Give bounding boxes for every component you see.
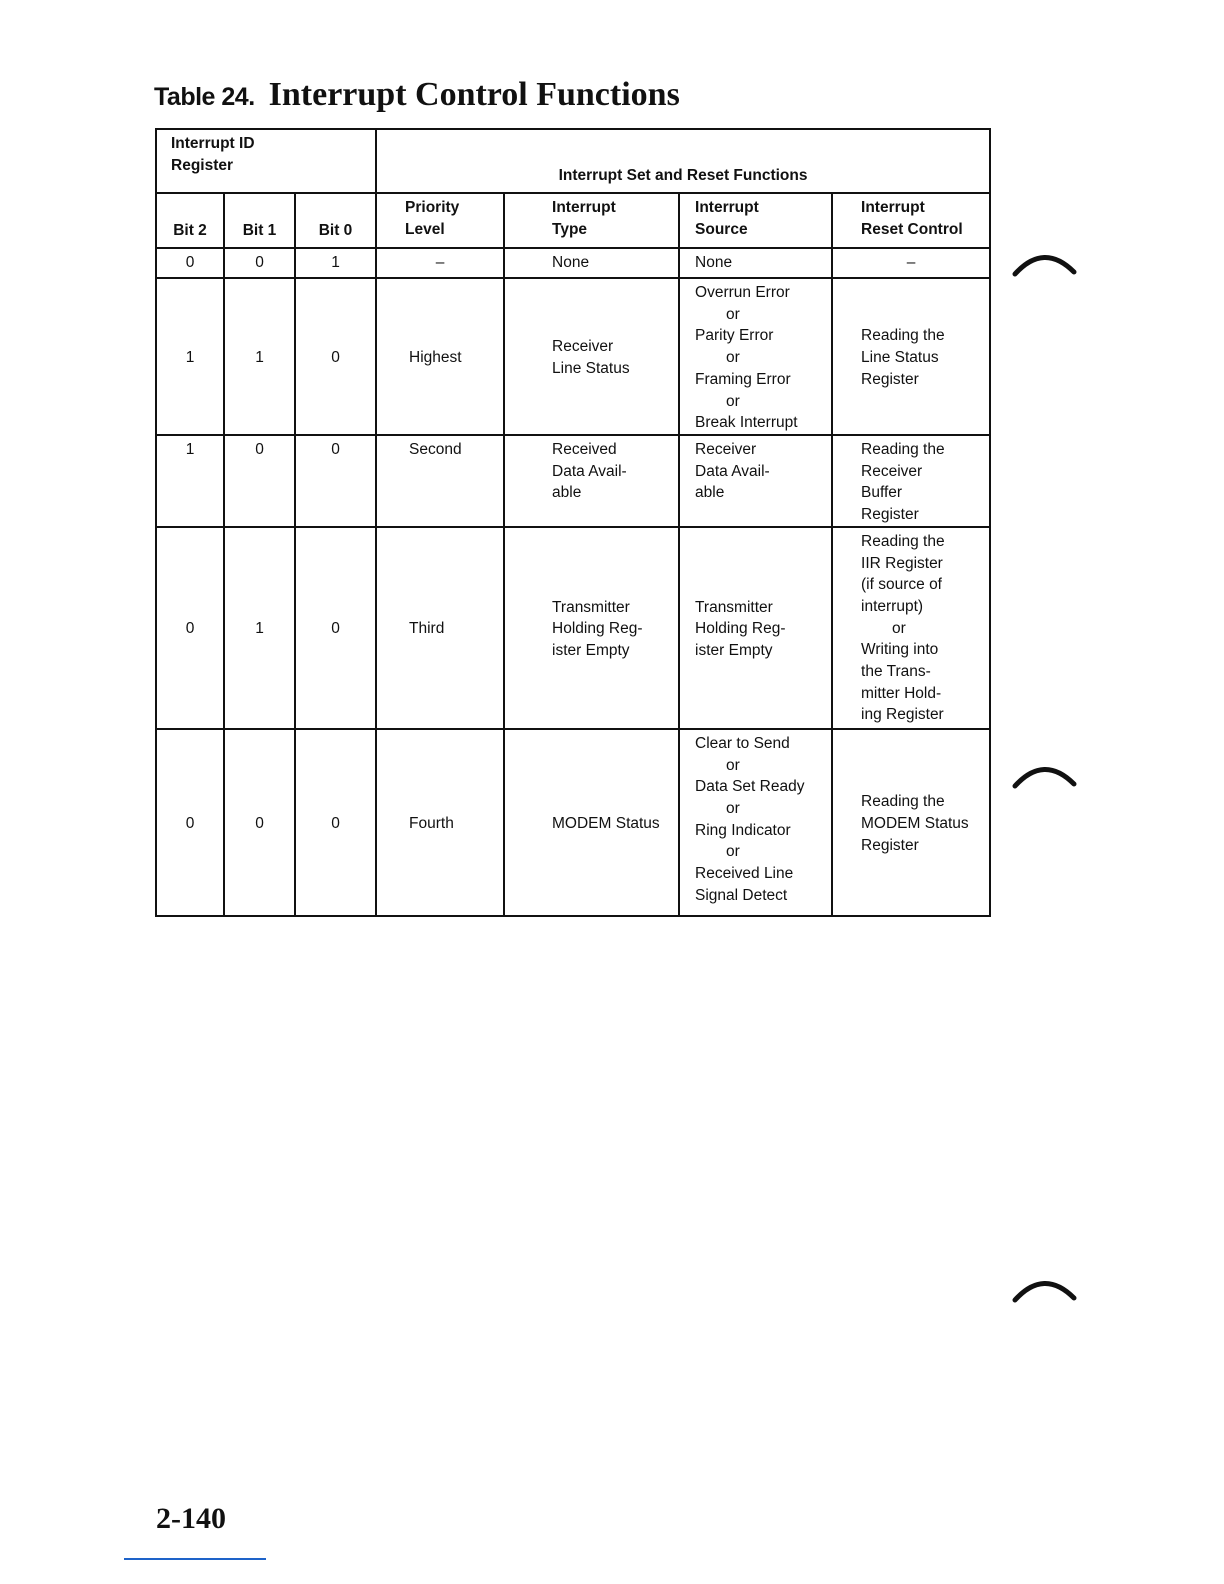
source-cell: Overrun Error or Parity Error or Framing Error or Break Interrupt: [679, 278, 832, 435]
reset-cell: Reading the IIR Register (if source of interrupt) or Writing into the Trans- mitter Hold- ing Register: [832, 527, 990, 729]
table-title: [154, 76, 680, 114]
interrupt-reset-control-header: Interrupt Reset Control: [832, 193, 990, 248]
footer-rule: [124, 1558, 266, 1560]
binder-hole-mark-bottom: [1012, 1274, 1078, 1308]
bit1-cell: 0: [224, 248, 295, 278]
reset-cell: –: [832, 248, 990, 278]
table-group-header-row: [156, 129, 990, 193]
bit2-header: Bit 2: [156, 193, 224, 248]
bit2-cell: 0: [156, 248, 224, 278]
type-cell: None: [504, 248, 679, 278]
reset-cell: Reading the Line Status Register: [832, 278, 990, 435]
bit1-header: Bit 1: [224, 193, 295, 248]
interrupt-control-table: [155, 128, 991, 917]
page-number: 2-140: [156, 1502, 226, 1535]
bit1-cell: 1: [224, 527, 295, 729]
table-row: [156, 278, 990, 435]
bit2-cell: 0: [156, 527, 224, 729]
priority-cell: –: [376, 248, 504, 278]
bit2-cell: 1: [156, 278, 224, 435]
binder-hole-mark-top: [1012, 248, 1078, 282]
bit2-cell: 0: [156, 729, 224, 916]
type-cell: Transmitter Holding Reg- ister Empty: [504, 527, 679, 729]
table-row: [156, 729, 990, 916]
bit0-cell: 0: [295, 278, 376, 435]
table-row: [156, 435, 990, 527]
reset-cell: Reading the MODEM Status Register: [832, 729, 990, 916]
source-cell: None: [679, 248, 832, 278]
binder-hole-mark-middle: [1012, 760, 1078, 794]
type-cell: Received Data Avail- able: [504, 435, 679, 527]
priority-cell: Second: [376, 435, 504, 527]
bit0-header: Bit 0: [295, 193, 376, 248]
priority-cell: Fourth: [376, 729, 504, 916]
bit1-cell: 0: [224, 435, 295, 527]
table-row: [156, 527, 990, 729]
type-cell: MODEM Status: [504, 729, 679, 916]
table-row: [156, 248, 990, 278]
bit0-cell: 1: [295, 248, 376, 278]
source-cell: Clear to Send or Data Set Ready or Ring Indicator or Received Line Signal Detect: [679, 729, 832, 916]
bit0-cell: 0: [295, 729, 376, 916]
priority-cell: Third: [376, 527, 504, 729]
bit2-cell: 1: [156, 435, 224, 527]
source-cell: Receiver Data Avail- able: [679, 435, 832, 527]
table-title-text: Interrupt Control Functions: [268, 76, 680, 113]
bit1-cell: 1: [224, 278, 295, 435]
priority-cell: Highest: [376, 278, 504, 435]
source-cell: Transmitter Holding Reg- ister Empty: [679, 527, 832, 729]
interrupt-type-header: Interrupt Type: [504, 193, 679, 248]
set-reset-functions-header: Interrupt Set and Reset Functions: [376, 129, 990, 193]
bit0-cell: 0: [295, 435, 376, 527]
interrupt-id-register-header: Interrupt ID Register: [156, 129, 376, 193]
interrupt-source-header: Interrupt Source: [679, 193, 832, 248]
table-number: Table 24.: [154, 83, 255, 111]
table-column-header-row: [156, 193, 990, 248]
bit0-cell: 0: [295, 527, 376, 729]
priority-level-header: Priority Level: [376, 193, 504, 248]
bit1-cell: 0: [224, 729, 295, 916]
reset-cell: Reading the Receiver Buffer Register: [832, 435, 990, 527]
type-cell: Receiver Line Status: [504, 278, 679, 435]
